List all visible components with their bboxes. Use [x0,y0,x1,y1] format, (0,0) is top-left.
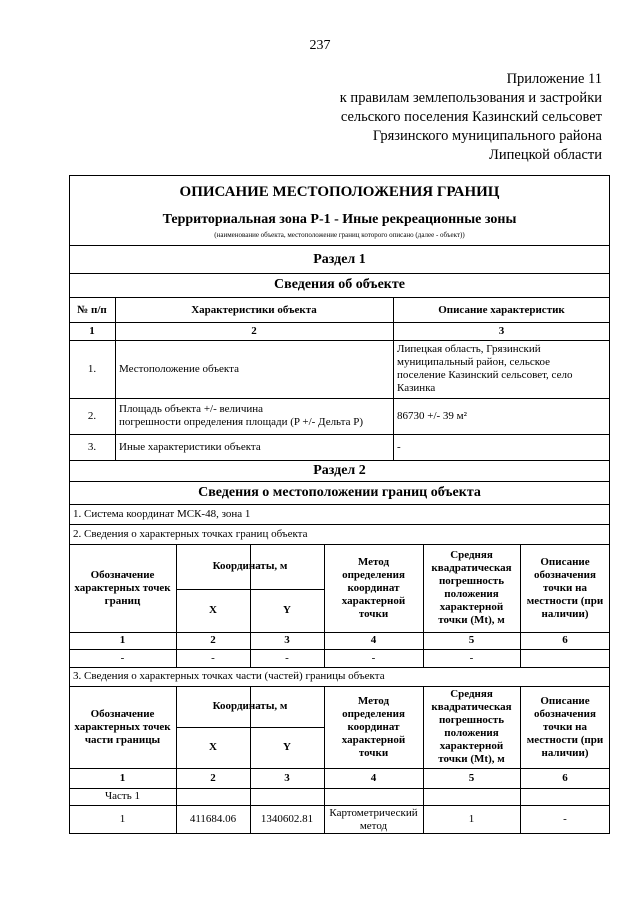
y-header: Y [283,741,291,753]
header-description: Описание характеристик [438,303,565,316]
column-number: 6 [562,771,568,784]
section2-title: Раздел 2 [313,463,366,478]
appendix-line: Приложение 11 [506,71,602,87]
table-cell: - [469,651,474,664]
column-number: 4 [370,771,377,784]
document-title: ОПИСАНИЕ МЕСТОПОЛОЖЕНИЯ ГРАНИЦ [179,183,500,200]
method-header: Метод определения координат характерной точки [341,694,406,759]
column-number: 3 [498,324,505,337]
column-number: 4 [370,634,377,646]
appendix-line: Грязинского муниципального района [372,128,602,144]
table-cell: - [371,651,376,664]
appendix-header [340,70,602,165]
row-value: Липецкая область, Грязинский муниципальный район, сельское поселение Казинский сельсовет, село Казинка [397,343,573,394]
coordinates-header: Координаты, м [212,560,288,572]
table-cell: 1 [468,813,475,825]
column-number: 3 [284,771,290,784]
row-characteristic-line: погрешности определения площади (P +/- Дельта P) [119,416,364,428]
part-label: Часть 1 [105,790,140,802]
column-number: 3 [284,634,290,646]
row-characteristic [119,398,389,434]
points-caption: 2. Сведения о характерных точках границ объекта [73,527,308,540]
section1-subtitle: Сведения об объекте [274,277,405,292]
column-number: 2 [210,771,216,784]
row-characteristic-line: Площадь объекта +/- величина [119,403,264,415]
y-header: Y [283,604,291,616]
zone-note: (наименование объекта, местоположение границ которого описано (далее - объект)) [214,231,465,239]
table-cell: - [211,651,215,664]
table-cell: - [563,813,567,825]
column-number: 5 [468,771,475,784]
section2-subtitle: Сведения о местоположении границ объекта [198,485,481,500]
description-header: Описание обозначения точки на местности (при наличии) [526,694,604,759]
description-header: Описание обозначения точки на местности (при наличии) [526,555,604,620]
column-number: 1 [119,771,126,784]
table-cell: 1 [119,813,126,825]
row-number: 2. [87,409,97,422]
appendix-line: сельского поселения Казинский сельсовет [340,109,602,125]
row-characteristic: Иные характеристики объекта [119,440,261,453]
error-header: Средняя квадратическая погрешность положения характерной точки (Mt), м [431,688,512,765]
column-number: 6 [562,634,568,646]
coordinate-system: 1. Система координат МСК-48, зона 1 [73,507,251,520]
table-cell [520,649,610,667]
section1-title: Раздел 1 [313,252,366,267]
zone-title: Территориальная зона Р-1 - Иные рекреационные зоны [162,212,517,227]
row-characteristic: Местоположение объекта [119,362,239,375]
coordinates-header: Координаты, м [212,700,288,712]
column-number: 1 [89,324,95,337]
column-number: 2 [251,324,257,337]
column-number: 5 [468,634,475,646]
appendix-line: к правилам землепользования и застройки [339,90,602,106]
x-header: X [209,604,217,616]
table-cell: - [120,651,125,664]
row-number: 1. [87,362,97,375]
header-characteristics: Характеристики объекта [191,303,317,316]
table-cell: 411684.06 [189,813,237,825]
row-value: - [397,440,401,453]
parts-caption: 3. Сведения о характерных точках части (частей) границы объекта [73,670,385,682]
error-header: Средняя квадратическая погрешность положения характерной точки (Mt), м [431,549,512,626]
appendix-line: Липецкой области [489,147,602,163]
table-cell: 1340602.81 [260,813,314,825]
column-number: 1 [119,634,126,646]
x-header: X [209,741,217,753]
table-cell: Картометрический метод [329,806,418,832]
row-number: 3. [87,440,97,453]
point-designation-header: Обозначение характерных точек границ [74,568,171,607]
page-number: 237 [309,38,331,53]
row-value: 86730 +/- 39 м² [397,409,467,422]
table-cell: - [285,651,289,664]
header-number: № п/п [77,303,107,316]
part-point-designation-header: Обозначение характерных точек части границы [74,707,171,746]
column-number: 2 [210,634,216,646]
method-header: Метод определения координат характерной точки [341,555,406,620]
